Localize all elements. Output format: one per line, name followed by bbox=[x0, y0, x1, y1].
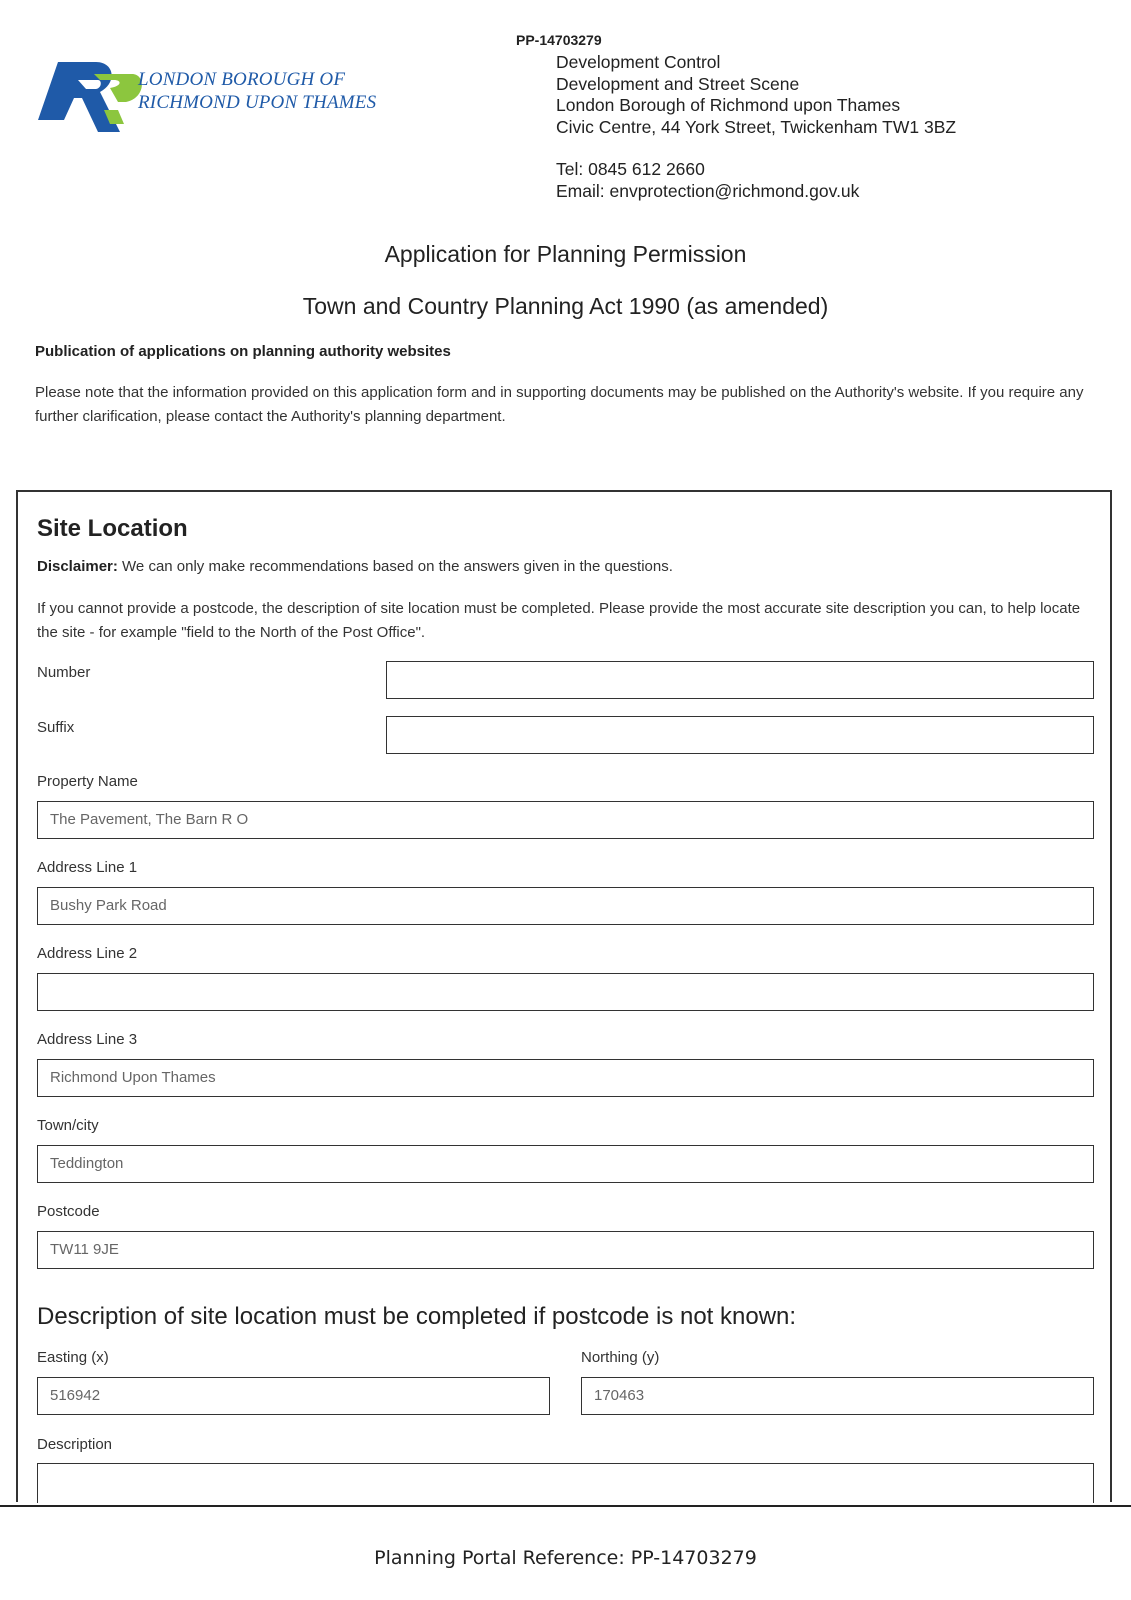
address-line-3-label: Address Line 3 bbox=[37, 1031, 138, 1048]
richmond-r-logo-icon bbox=[34, 58, 144, 138]
disclaimer-label: Disclaimer: bbox=[37, 558, 118, 575]
application-reference: PP-14703279 bbox=[516, 32, 602, 48]
description-label: Description bbox=[37, 1436, 113, 1453]
disclaimer-text: We can only make recommendations based on the answers given in the questions. bbox=[117, 558, 673, 575]
suffix-field[interactable] bbox=[386, 716, 1094, 754]
postcode-label: Postcode bbox=[37, 1203, 100, 1220]
address-line-2-label: Address Line 2 bbox=[37, 945, 138, 962]
description-field[interactable] bbox=[37, 1463, 1094, 1503]
document-title: Application for Planning Permission bbox=[384, 241, 747, 267]
contact-tel: Tel: 0845 612 2660 bbox=[556, 159, 705, 179]
town-city-field[interactable]: Teddington bbox=[37, 1145, 1094, 1183]
document-subtitle: Town and Country Planning Act 1990 (as amended) bbox=[302, 293, 829, 319]
contact-email: Email: envprotection@richmond.gov.uk bbox=[556, 180, 860, 201]
page-divider bbox=[0, 1505, 1131, 1507]
contact-line: London Borough of Richmond upon Thames bbox=[556, 95, 901, 115]
address-line-2-field[interactable] bbox=[37, 973, 1094, 1011]
northing-field[interactable]: 170463 bbox=[581, 1377, 1094, 1415]
contact-block bbox=[556, 52, 956, 202]
address-line-1-field[interactable]: Bushy Park Road bbox=[37, 887, 1094, 925]
number-label: Number bbox=[37, 664, 91, 681]
publication-heading: Publication of applications on planning authority websites bbox=[35, 343, 451, 360]
easting-field[interactable]: 516942 bbox=[37, 1377, 550, 1415]
postcode-note: If you cannot provide a postcode, the description of site location must be completed. Please provide the most accurate site description you can, to help locate the site - for example "field to the North of the Post Office". bbox=[37, 600, 1081, 641]
council-logo bbox=[34, 58, 394, 138]
publication-text: Please note that the information provided on this application form and in supporting documents may be published on the Authority's website. If you require any further clarification, please contact the Authority's planning department. bbox=[35, 384, 1084, 425]
logo-line-1: LONDON BOROUGH OF bbox=[138, 69, 346, 90]
postcode-field[interactable]: TW11 9JE bbox=[37, 1231, 1094, 1269]
easting-label: Easting (x) bbox=[37, 1349, 109, 1366]
number-field[interactable] bbox=[386, 661, 1094, 699]
disclaimer bbox=[37, 558, 673, 575]
contact-line: Development and Street Scene bbox=[556, 73, 800, 94]
section-title: Site Location bbox=[37, 515, 188, 542]
footer-reference: Planning Portal Reference: PP-14703279 bbox=[374, 1547, 757, 1569]
contact-line: Civic Centre, 44 York Street, Twickenham TW1 3BZ bbox=[556, 116, 957, 137]
town-city-label: Town/city bbox=[37, 1117, 99, 1134]
address-line-3-field[interactable]: Richmond Upon Thames bbox=[37, 1059, 1094, 1097]
property-name-label: Property Name bbox=[37, 773, 138, 790]
description-heading: Description of site location must be completed if postcode is not known: bbox=[37, 1303, 797, 1330]
northing-label: Northing (y) bbox=[581, 1349, 660, 1366]
logo-line-2: RICHMOND UPON THAMES bbox=[138, 92, 377, 113]
property-name-field[interactable]: The Pavement, The Barn R O bbox=[37, 801, 1094, 839]
contact-line: Development Control bbox=[556, 52, 721, 72]
council-logo-text bbox=[138, 68, 376, 114]
address-line-1-label: Address Line 1 bbox=[37, 859, 138, 876]
suffix-label: Suffix bbox=[37, 719, 75, 736]
